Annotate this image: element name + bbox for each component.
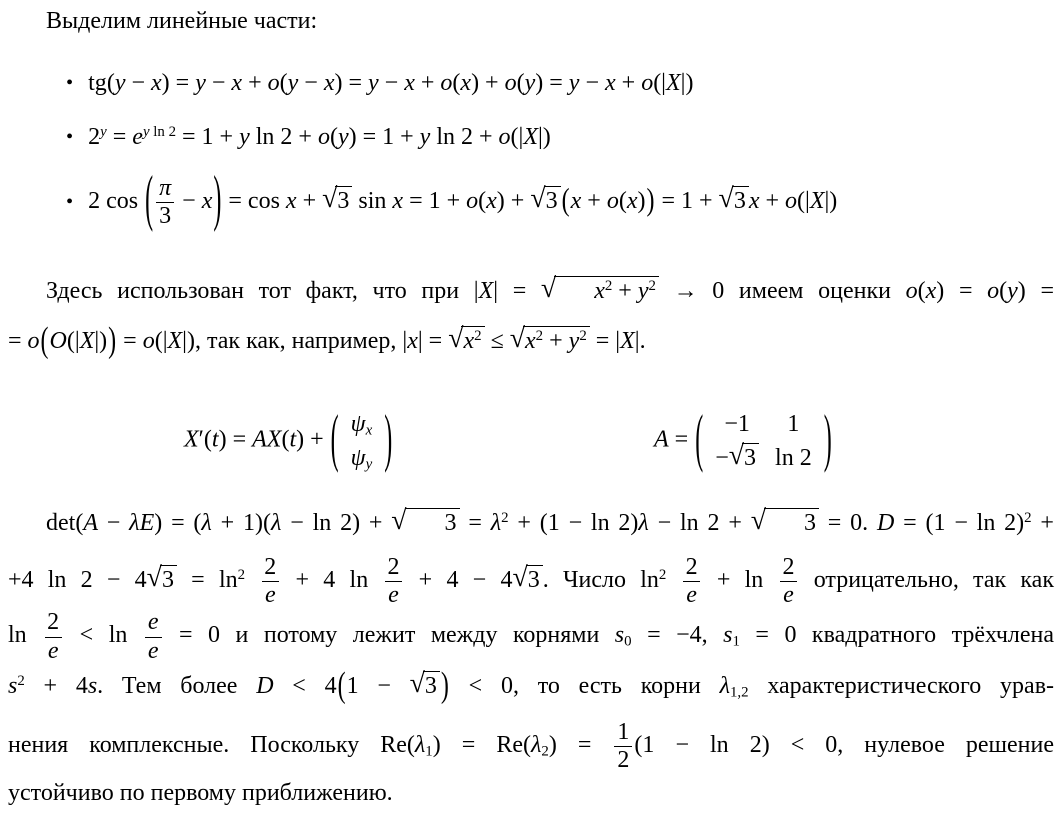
math-var: e (147, 637, 159, 664)
subscript: 1 (732, 633, 740, 650)
bullet-marker: • (66, 72, 74, 94)
matrix-cell: −√3 (707, 441, 767, 475)
math-var: x (407, 328, 418, 354)
math-var: x (460, 70, 472, 96)
bullet-item-3 (66, 166, 838, 235)
math-var: A (83, 510, 98, 536)
math-var: X (620, 328, 635, 354)
math-var: y (114, 70, 126, 96)
fraction-denominator (683, 581, 700, 608)
intro-paragraph: Выделим линейные части: (46, 8, 318, 34)
fraction-numerator: 2 (264, 554, 277, 580)
close-paren: ) (213, 166, 222, 235)
radicand: 3 (742, 443, 759, 472)
matrix-cell: ln 2 (775, 445, 812, 471)
math-var: o (267, 70, 280, 96)
superscript (100, 124, 107, 140)
math-var: y (524, 70, 536, 96)
subscript (366, 456, 373, 472)
subscript: 1,2 (729, 684, 749, 701)
bullet-formula-cos: 2 cos ( $\frac{\pi}{3}$ − x) = cos x + √3 sin x = 1 + o(x) + √3 (x + o(x)) = 1 + √3 x + o(|X|) (88, 176, 837, 229)
math-var: y (1007, 278, 1018, 304)
radical (718, 183, 749, 215)
paren-content: 1 − √3 (347, 673, 440, 699)
math-var: E (139, 510, 155, 536)
open-paren: ( (145, 166, 154, 235)
math-var: o (606, 188, 619, 215)
math-var: x (604, 70, 616, 96)
fraction-denominator: 3 (156, 202, 174, 229)
math-var: o (504, 70, 517, 96)
fraction-denominator (385, 581, 402, 608)
math-var: X (478, 278, 494, 304)
math-var: x (404, 70, 415, 96)
math-var: o (987, 278, 1000, 304)
math-var: X (523, 124, 538, 150)
fraction (612, 720, 634, 773)
open-paren: ( (330, 404, 339, 475)
math-var: λ (530, 731, 542, 758)
math-var: x (463, 328, 475, 354)
bullet-marker: • (66, 126, 74, 148)
radicand: 3 (526, 565, 543, 594)
math-var: λ (638, 510, 649, 536)
math-var: s (614, 622, 625, 649)
matrix-rows (707, 407, 820, 475)
math-var: y (100, 123, 107, 140)
radical-sign: √ (448, 323, 464, 355)
math-var: y (337, 124, 349, 150)
radical-sign: √ (540, 273, 557, 305)
radical (391, 505, 459, 537)
analysis-line-6: устойчиво по первому приближению. (8, 780, 393, 807)
math-var: x (594, 278, 605, 304)
big-paren (337, 666, 450, 706)
display-equations (8, 393, 1054, 489)
radicand: 3 (335, 186, 352, 215)
fact-line-2: = o(O(|X|)) = o(|X|), так как, например, $|x| = √x^2 \le √x^2 + y^2 = |X|$. (8, 316, 1054, 366)
math-var: λ (719, 672, 730, 699)
radical (540, 273, 659, 305)
analysis-line-3: ln $\frac{2}{e}$ < ln $\frac{e}{e}$ = 0 и потому лежит между корнями s0 = −4, s1 = 0 квадратного трёхчлена (8, 609, 1055, 664)
math-var: y (568, 70, 580, 96)
fraction-numerator: 2 (47, 609, 60, 636)
matrix-rows (343, 407, 381, 475)
close-paren: ) (440, 666, 449, 706)
open-paren: ( (561, 184, 570, 218)
radicand: 3 (544, 186, 561, 215)
math-var: y (239, 124, 250, 150)
superscript: 2 (579, 327, 587, 344)
radicand: 3 (405, 508, 460, 537)
math-var: x (323, 70, 335, 96)
superscript: 2 (501, 509, 509, 526)
math-var: y (568, 328, 580, 354)
radical (146, 562, 177, 594)
fraction (143, 610, 164, 663)
analysis-paragraph (8, 503, 1054, 813)
math-var: y (419, 124, 431, 150)
math-var: λ (129, 510, 140, 536)
radicand: 3 (160, 565, 177, 594)
radical-sign: √ (391, 505, 407, 537)
bullet-formula-exp: $2^y = e^{y ln 2} = 1 + y$ ln 2 + o(y) = 1 + y ln 2 + o(|X|) (88, 123, 551, 150)
fraction-denominator (262, 581, 279, 608)
superscript: 2 (1024, 509, 1032, 526)
radical-sign: √ (146, 562, 162, 594)
math-var: o (905, 278, 918, 304)
math-var: D (256, 672, 274, 699)
math-var: X (266, 426, 282, 453)
math-var: s (723, 622, 733, 649)
math-var: y (365, 456, 373, 473)
radical-sign: √ (409, 667, 425, 699)
radicand: $x^2 + y^2$ (554, 276, 659, 305)
fact-paragraph (8, 266, 1054, 366)
radical (530, 183, 560, 215)
open-paren: ( (40, 321, 49, 361)
math-var: X (809, 188, 825, 215)
math-var: x (748, 188, 760, 215)
fraction-denominator (780, 581, 797, 608)
math-var: x (231, 70, 243, 96)
superscript: 2 (237, 567, 246, 584)
fraction-numerator: 1 (617, 718, 630, 745)
math-var: e (47, 637, 59, 664)
fraction (259, 555, 281, 608)
fraction (681, 555, 703, 608)
open-paren: ( (695, 404, 704, 475)
radical-sign: √ (750, 505, 766, 537)
radical (750, 505, 819, 537)
math-var: e (147, 609, 159, 636)
subscript: 1 (425, 743, 433, 760)
matrix-a-equation: A = ( −1 1 −√3 ln 2 ) (654, 407, 833, 475)
radical (512, 562, 542, 594)
math-var: X (184, 426, 199, 453)
radical (509, 323, 590, 355)
analysis-line-2: +4 $\ln 2 - 4√3 = \ln^2$ $\frac{2}{e}$ + 4 ln $\frac{2}{e}$ + 4 − 4√3 . Число $\ln^2$ $\frac{2}{e}$ + ln $\frac{2}{e}$ отрицательно, так как (8, 554, 1054, 609)
math-var: y (637, 278, 649, 304)
matrix-cell (343, 441, 381, 475)
matrix-cell: −1 (724, 411, 750, 437)
paren-content: O(|X|) (49, 328, 108, 354)
superscript: y ln 2 (142, 123, 177, 140)
math-var: o (440, 70, 453, 96)
analysis-line-1: det(A − λE) = (λ + 1)(λ − ln 2) + √ $3 = \lambda^2 + (1 - \ln 2)\lambda - \ln 2$ + √ 3 = 0. $D = (1 - \ln 2)^2$ + (46, 505, 1054, 537)
superscript: 2 (535, 327, 544, 344)
math-var: e (388, 582, 399, 609)
big-paren (40, 321, 118, 361)
math-var: X (167, 328, 183, 354)
subscript: 2 (541, 743, 549, 760)
fraction-denominator (45, 637, 62, 664)
big-paren (144, 166, 222, 235)
math-var: o (142, 328, 155, 354)
fraction (382, 555, 404, 608)
math-var: x (285, 188, 297, 215)
big-paren (561, 184, 656, 218)
matrix-row (343, 407, 381, 441)
math-var: x (525, 328, 536, 354)
math-var: λ (414, 731, 426, 758)
math-var: λ (271, 510, 282, 536)
fraction-numerator (156, 176, 174, 202)
fraction-numerator: 2 (685, 554, 698, 580)
math-var: e (686, 582, 697, 609)
math-var: λ (490, 510, 502, 536)
math-var: π (159, 175, 172, 201)
radical (728, 440, 759, 472)
superscript: 2 (658, 567, 667, 584)
math-var: x (151, 70, 162, 96)
math-var: o (317, 124, 330, 150)
math-var: t (211, 426, 219, 453)
superscript: 2 (17, 672, 25, 689)
math-var: y (195, 70, 206, 96)
math-var: e (264, 582, 276, 609)
math-var: e (783, 582, 794, 609)
matrix-row (707, 407, 820, 441)
matrix (694, 404, 833, 475)
math-var: ψ (350, 445, 366, 471)
fraction (42, 610, 64, 663)
bullet-item-2 (66, 124, 551, 151)
radical (322, 183, 352, 215)
fact-line-1: Здесь использован тот факт, что при |X| = √ $x^2 + y^2 \to 0$ имеем оценки o(x) = o(y) = (46, 273, 1054, 305)
radical-sign: √ (322, 183, 338, 215)
fraction (778, 555, 800, 608)
matrix-row (707, 441, 820, 475)
math-var: o (785, 188, 798, 215)
subscript: 0 (624, 633, 632, 650)
math-var: X (79, 328, 95, 354)
paren-content: x + o(x) (570, 188, 646, 215)
math-var: y (368, 70, 379, 96)
math-var: o (498, 124, 511, 150)
matrix-row (343, 441, 381, 475)
fraction-denominator: 2 (614, 746, 632, 773)
radical-sign: √ (509, 323, 526, 355)
radical-sign: √ (530, 183, 546, 215)
fraction-numerator: 2 (387, 554, 400, 580)
math-var: O (49, 328, 67, 354)
math-var: s (87, 672, 98, 699)
radical-sign: √ (718, 183, 734, 215)
analysis-line-5: нения комплексные. Поскольку Re(λ1) = Re(λ2) = $\frac{1}{2}$ (1 − ln 2) < 0, нулевое решение (8, 718, 1054, 773)
math-var: y (142, 123, 150, 140)
subscript (366, 422, 373, 438)
matrix (330, 404, 394, 475)
radicand: 3 (732, 186, 749, 215)
radical (448, 323, 484, 355)
paren-content: $\frac{\pi}{3}$ − x (154, 188, 212, 214)
close-paren: ) (823, 404, 832, 475)
math-var: ψ (350, 411, 366, 437)
radical-sign: √ (512, 562, 528, 594)
math-var: t (289, 426, 297, 453)
matrix-cell: 1 (787, 411, 800, 437)
math-var: x (486, 188, 497, 215)
math-var: y (287, 70, 299, 96)
bullet-formula-tg: tg(y − x) = y − x + o(y − x) = y − x + o(x) + o(y) = y − x + o(|X|) (88, 70, 694, 96)
radicand (461, 326, 484, 355)
math-var: x (925, 278, 937, 304)
close-paren: ) (646, 184, 655, 218)
math-var: x (570, 188, 582, 215)
math-var: A (252, 426, 267, 453)
math-var: o (27, 328, 40, 354)
math-var: x (392, 188, 404, 215)
math-var: D (876, 510, 895, 536)
radical-sign: √ (728, 440, 745, 472)
math-var: x (626, 188, 638, 215)
fraction (154, 176, 176, 229)
superscript: 2 (648, 277, 656, 294)
matrix-cell (343, 407, 381, 441)
math-var: o (466, 188, 479, 215)
superscript: 2 (474, 327, 482, 344)
bullet-marker: • (66, 191, 74, 214)
radicand: 3 (423, 671, 440, 700)
close-paren: ) (108, 321, 117, 361)
ode-equation: X′(t) = AX(t) + ( ψx ψy ) (184, 407, 393, 475)
math-var: o (641, 70, 654, 96)
math-var: X (665, 70, 681, 96)
math-var: x (201, 188, 213, 215)
superscript: 2 (604, 277, 613, 294)
analysis-line-4: $s^2 + 4s$. Тем более D < 4(1 − √3 ) < 0, то есть корни λ1,2 характеристического урав- (8, 666, 1054, 706)
open-paren: ( (337, 666, 346, 706)
math-var: A (654, 426, 669, 453)
math-var: e (132, 124, 143, 150)
math-var: x (365, 422, 373, 439)
bullet-item-1 (66, 70, 693, 97)
close-paren: ) (384, 404, 393, 475)
fraction-denominator (145, 637, 162, 664)
radicand: 3 (764, 508, 819, 537)
fraction-numerator: 2 (782, 554, 795, 580)
radicand: $x^2 + y^2$ (523, 326, 590, 355)
fraction-numerator (145, 610, 162, 636)
math-var: s (8, 672, 18, 699)
math-var: λ (201, 510, 212, 536)
radical (409, 667, 440, 699)
